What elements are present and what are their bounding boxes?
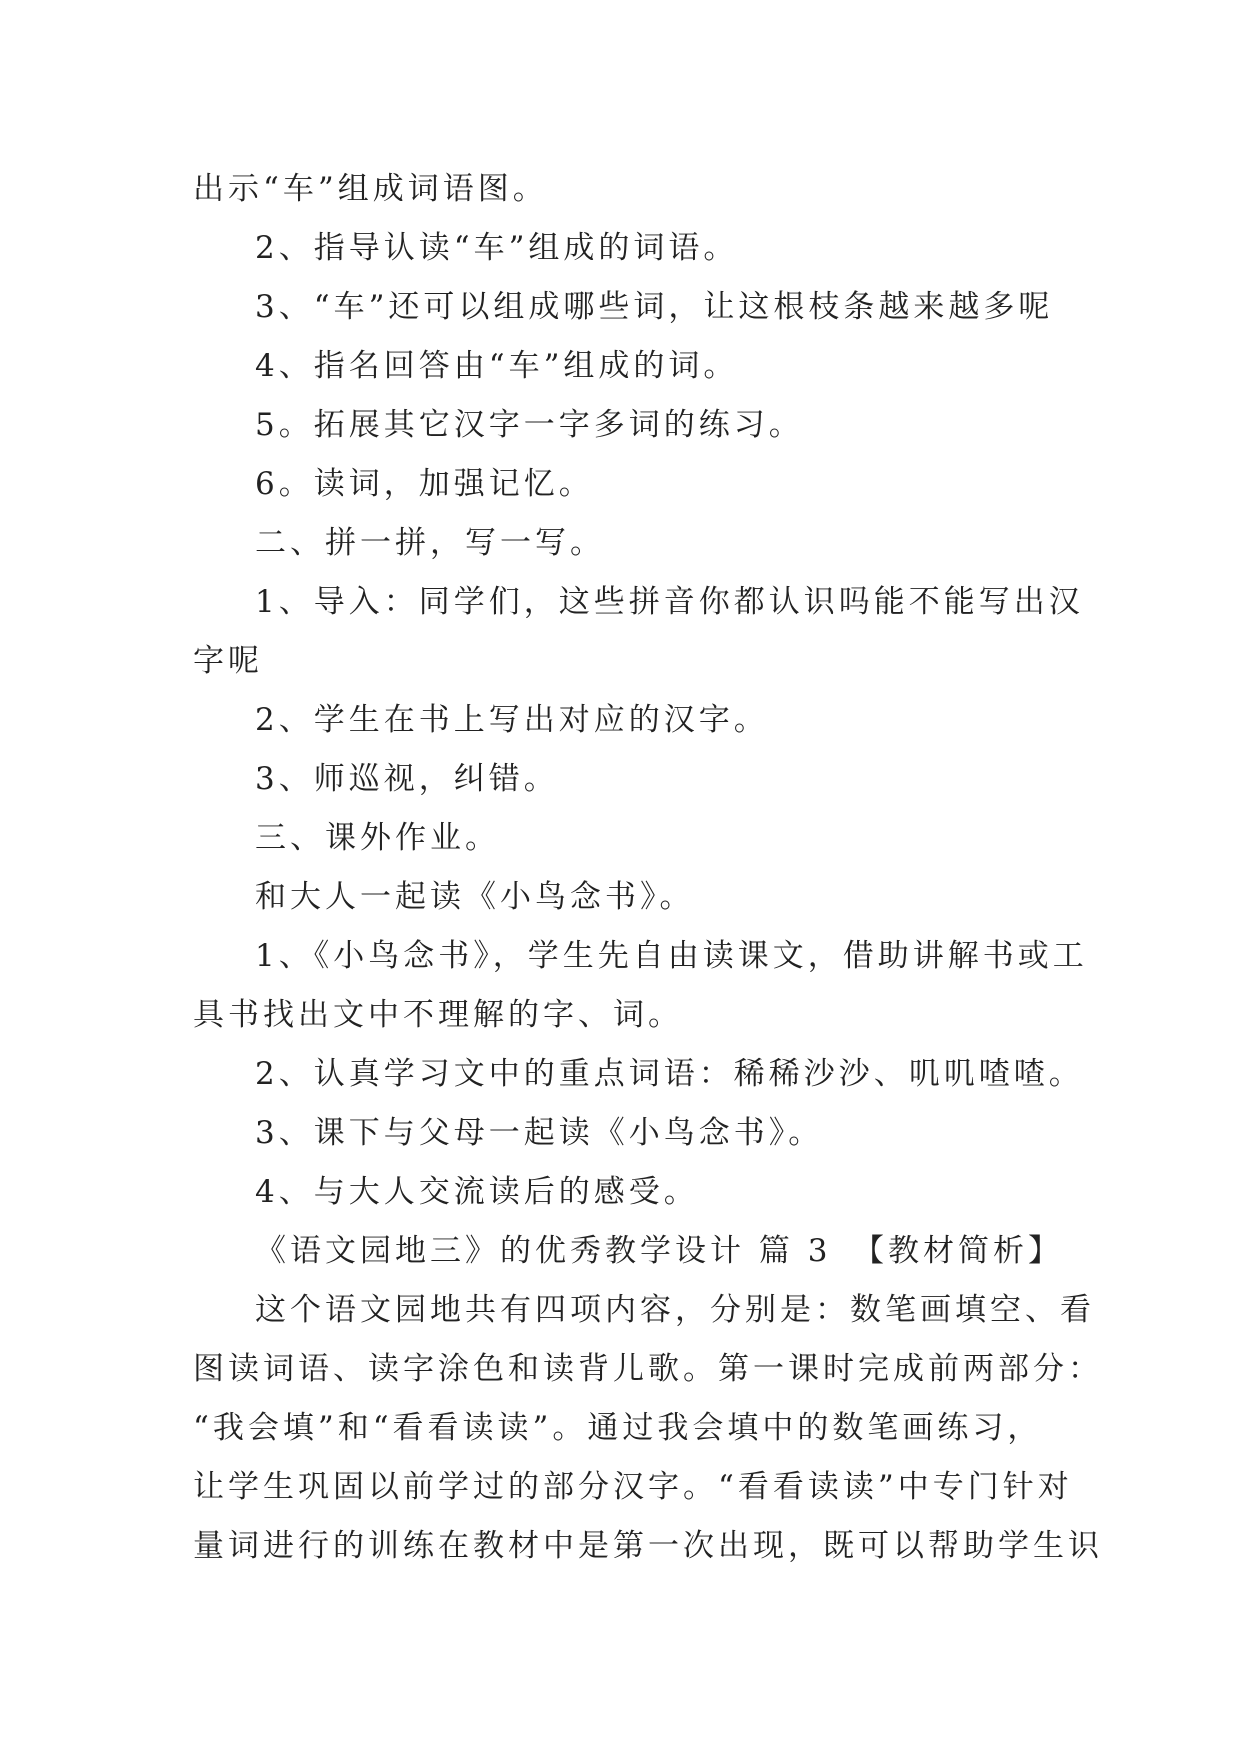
text-line: 6。读词，加强记忆。 xyxy=(255,466,594,502)
text-line: 3、师巡视，纠错。 xyxy=(255,761,559,797)
body-line: 图读词语、读字涂色和读背儿歌。第一课时完成前两部分： xyxy=(193,1351,1103,1387)
text-line: 3、课下与父母一起读《小鸟念书》。 xyxy=(255,1115,824,1151)
text-line: 2、指导认读“车”组成的词语。 xyxy=(255,230,739,266)
section-tag: 【教材简析】 xyxy=(853,1233,1063,1269)
body-line: 量词进行的训练在教材中是第一次出现，既可以帮助学生识 xyxy=(193,1528,1103,1564)
text-line: 字呢 xyxy=(193,643,263,679)
text-line: 5。拓展其它汉字一字多词的练习。 xyxy=(255,407,804,443)
text-line: 1、《小鸟念书》，学生先自由读课文，借助讲解书或工 xyxy=(255,938,1088,974)
text-line: 二、拼一拼，写一写。 xyxy=(255,525,605,561)
section-title: 《语文园地三》的优秀教学设计 篇 3 xyxy=(255,1233,832,1269)
text-line: 4、指名回答由“车”组成的词。 xyxy=(255,348,739,384)
section-heading xyxy=(193,1222,1063,1281)
body-line: “我会填”和“看看读读”。通过我会填中的数笔画练习， xyxy=(193,1410,1043,1446)
text-line: 3、“车”还可以组成哪些词，让这根枝条越来越多呢 xyxy=(255,289,1054,325)
text-line: 出示“车”组成词语图。 xyxy=(193,171,548,207)
text-line: 和大人一起读《小鸟念书》。 xyxy=(255,879,695,915)
text-line: 1、导入：同学们，这些拼音你都认识吗能不能写出汉 xyxy=(255,584,1084,620)
text-line: 4、与大人交流读后的感受。 xyxy=(255,1174,699,1210)
text-line: 2、学生在书上写出对应的汉字。 xyxy=(255,702,769,738)
body-line: 让学生巩固以前学过的部分汉字。“看看读读”中专门针对 xyxy=(193,1469,1073,1505)
text-line: 具书找出文中不理解的字、词。 xyxy=(193,997,683,1033)
text-line: 2、认真学习文中的重点词语：稀稀沙沙、叽叽喳喳。 xyxy=(255,1056,1084,1092)
text-line: 三、课外作业。 xyxy=(255,820,500,856)
document-body xyxy=(193,160,1103,1576)
body-line: 这个语文园地共有四项内容，分别是：数笔画填空、看 xyxy=(255,1292,1095,1328)
